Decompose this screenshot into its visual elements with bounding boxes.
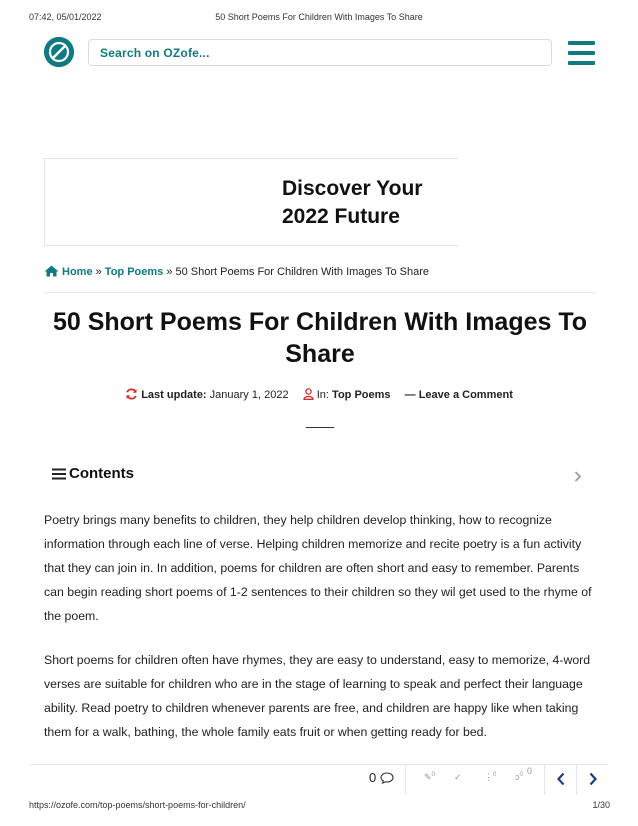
refresh-icon (125, 388, 138, 400)
share-button-4[interactable] (515, 772, 523, 782)
ozofe-logo-icon (44, 37, 74, 67)
paragraph: Short poems for children often have rhymes, they are easy to understand, easy to memorize, 4-word verses are suitable for children who are in the stage of learning to speak and perfect their language ability. Read poetry to children whenever parents are free, and children are happy like when taking them for a walk, bathing, the whole family eats fruit or when getting ready for bed. (44, 653, 591, 739)
search-placeholder: Search on OZofe... (100, 46, 210, 60)
share-count: 0 (493, 772, 497, 778)
share-button-1[interactable] (424, 772, 435, 783)
comment-count: 0 (369, 770, 377, 785)
share-count: 0 (431, 772, 435, 778)
breadcrumb-separator: » (163, 266, 176, 278)
share-glyph-icon: ↄ (515, 772, 520, 782)
share-count: 0 (527, 766, 533, 776)
share-bar-divider (30, 764, 608, 765)
print-url: https://ozofe.com/top-poems/short-poems-for-children/ (29, 800, 246, 810)
ad-line-2: 2022 Future (282, 205, 400, 228)
print-datetime: 07:42, 05/01/2022 (29, 12, 102, 22)
share-glyph-icon: ✓ (454, 772, 462, 782)
ad-headline (282, 175, 422, 231)
share-glyph-icon: ⋮ (484, 772, 493, 782)
share-count: 0 (519, 772, 523, 778)
breadcrumb-current: 50 Short Poems For Children With Images To Share (175, 266, 430, 278)
separator (544, 765, 545, 795)
last-update-label: Last update: (141, 389, 207, 401)
ad-line-1: Discover Your (282, 177, 423, 200)
in-label: In: (316, 389, 329, 401)
breadcrumb-category[interactable]: Top Poems (104, 266, 164, 278)
breadcrumb-home[interactable]: Home (62, 266, 93, 278)
meta-category-link[interactable]: Top Poems (332, 389, 391, 401)
separator (576, 765, 577, 795)
hamburger-menu-icon[interactable] (568, 41, 595, 65)
share-glyph-icon: ✎ (424, 772, 432, 782)
decorative-divider (306, 427, 334, 428)
comment-count-button[interactable] (369, 770, 394, 785)
print-title: 50 Short Poems For Children With Images To Share (215, 12, 423, 22)
share-button-2[interactable] (454, 772, 462, 783)
divider (44, 292, 596, 293)
article-meta (0, 388, 638, 401)
breadcrumb (44, 265, 429, 278)
chevron-right-icon[interactable] (574, 469, 582, 487)
chevron-right-icon (588, 772, 598, 786)
comment-bubble-icon (380, 772, 394, 784)
chevron-left-icon (556, 772, 566, 786)
separator (405, 765, 406, 795)
user-icon (303, 388, 314, 400)
next-post-button[interactable] (588, 772, 598, 791)
advertisement[interactable] (44, 158, 458, 246)
breadcrumb-separator: » (92, 266, 105, 278)
site-logo[interactable] (44, 37, 74, 67)
page-title: 50 Short Poems For Children With Images To Share (52, 308, 588, 368)
print-page-number: 1/30 (592, 800, 610, 810)
share-button-3[interactable] (484, 772, 496, 783)
table-of-contents-toggle[interactable] (52, 465, 134, 482)
previous-post-button[interactable] (556, 772, 566, 791)
toc-label: Contents (69, 465, 134, 482)
last-update-value: January 1, 2022 (209, 389, 289, 401)
paragraph: Poetry brings many benefits to children, they help children develop thinking, how to recognize information through each line of verse. Helping children memorize and recite poetry is a fun activity that they can join in. In addition, poems for children are often short and easy to remember. Parents can begin reading short poems of 1-2 sentences to their children so they wil get used to the rhyme of the poem. (44, 513, 592, 623)
leave-comment-link[interactable]: — Leave a Comment (404, 389, 513, 401)
search-input[interactable] (88, 39, 552, 66)
list-icon (52, 468, 66, 480)
home-icon (44, 265, 59, 277)
